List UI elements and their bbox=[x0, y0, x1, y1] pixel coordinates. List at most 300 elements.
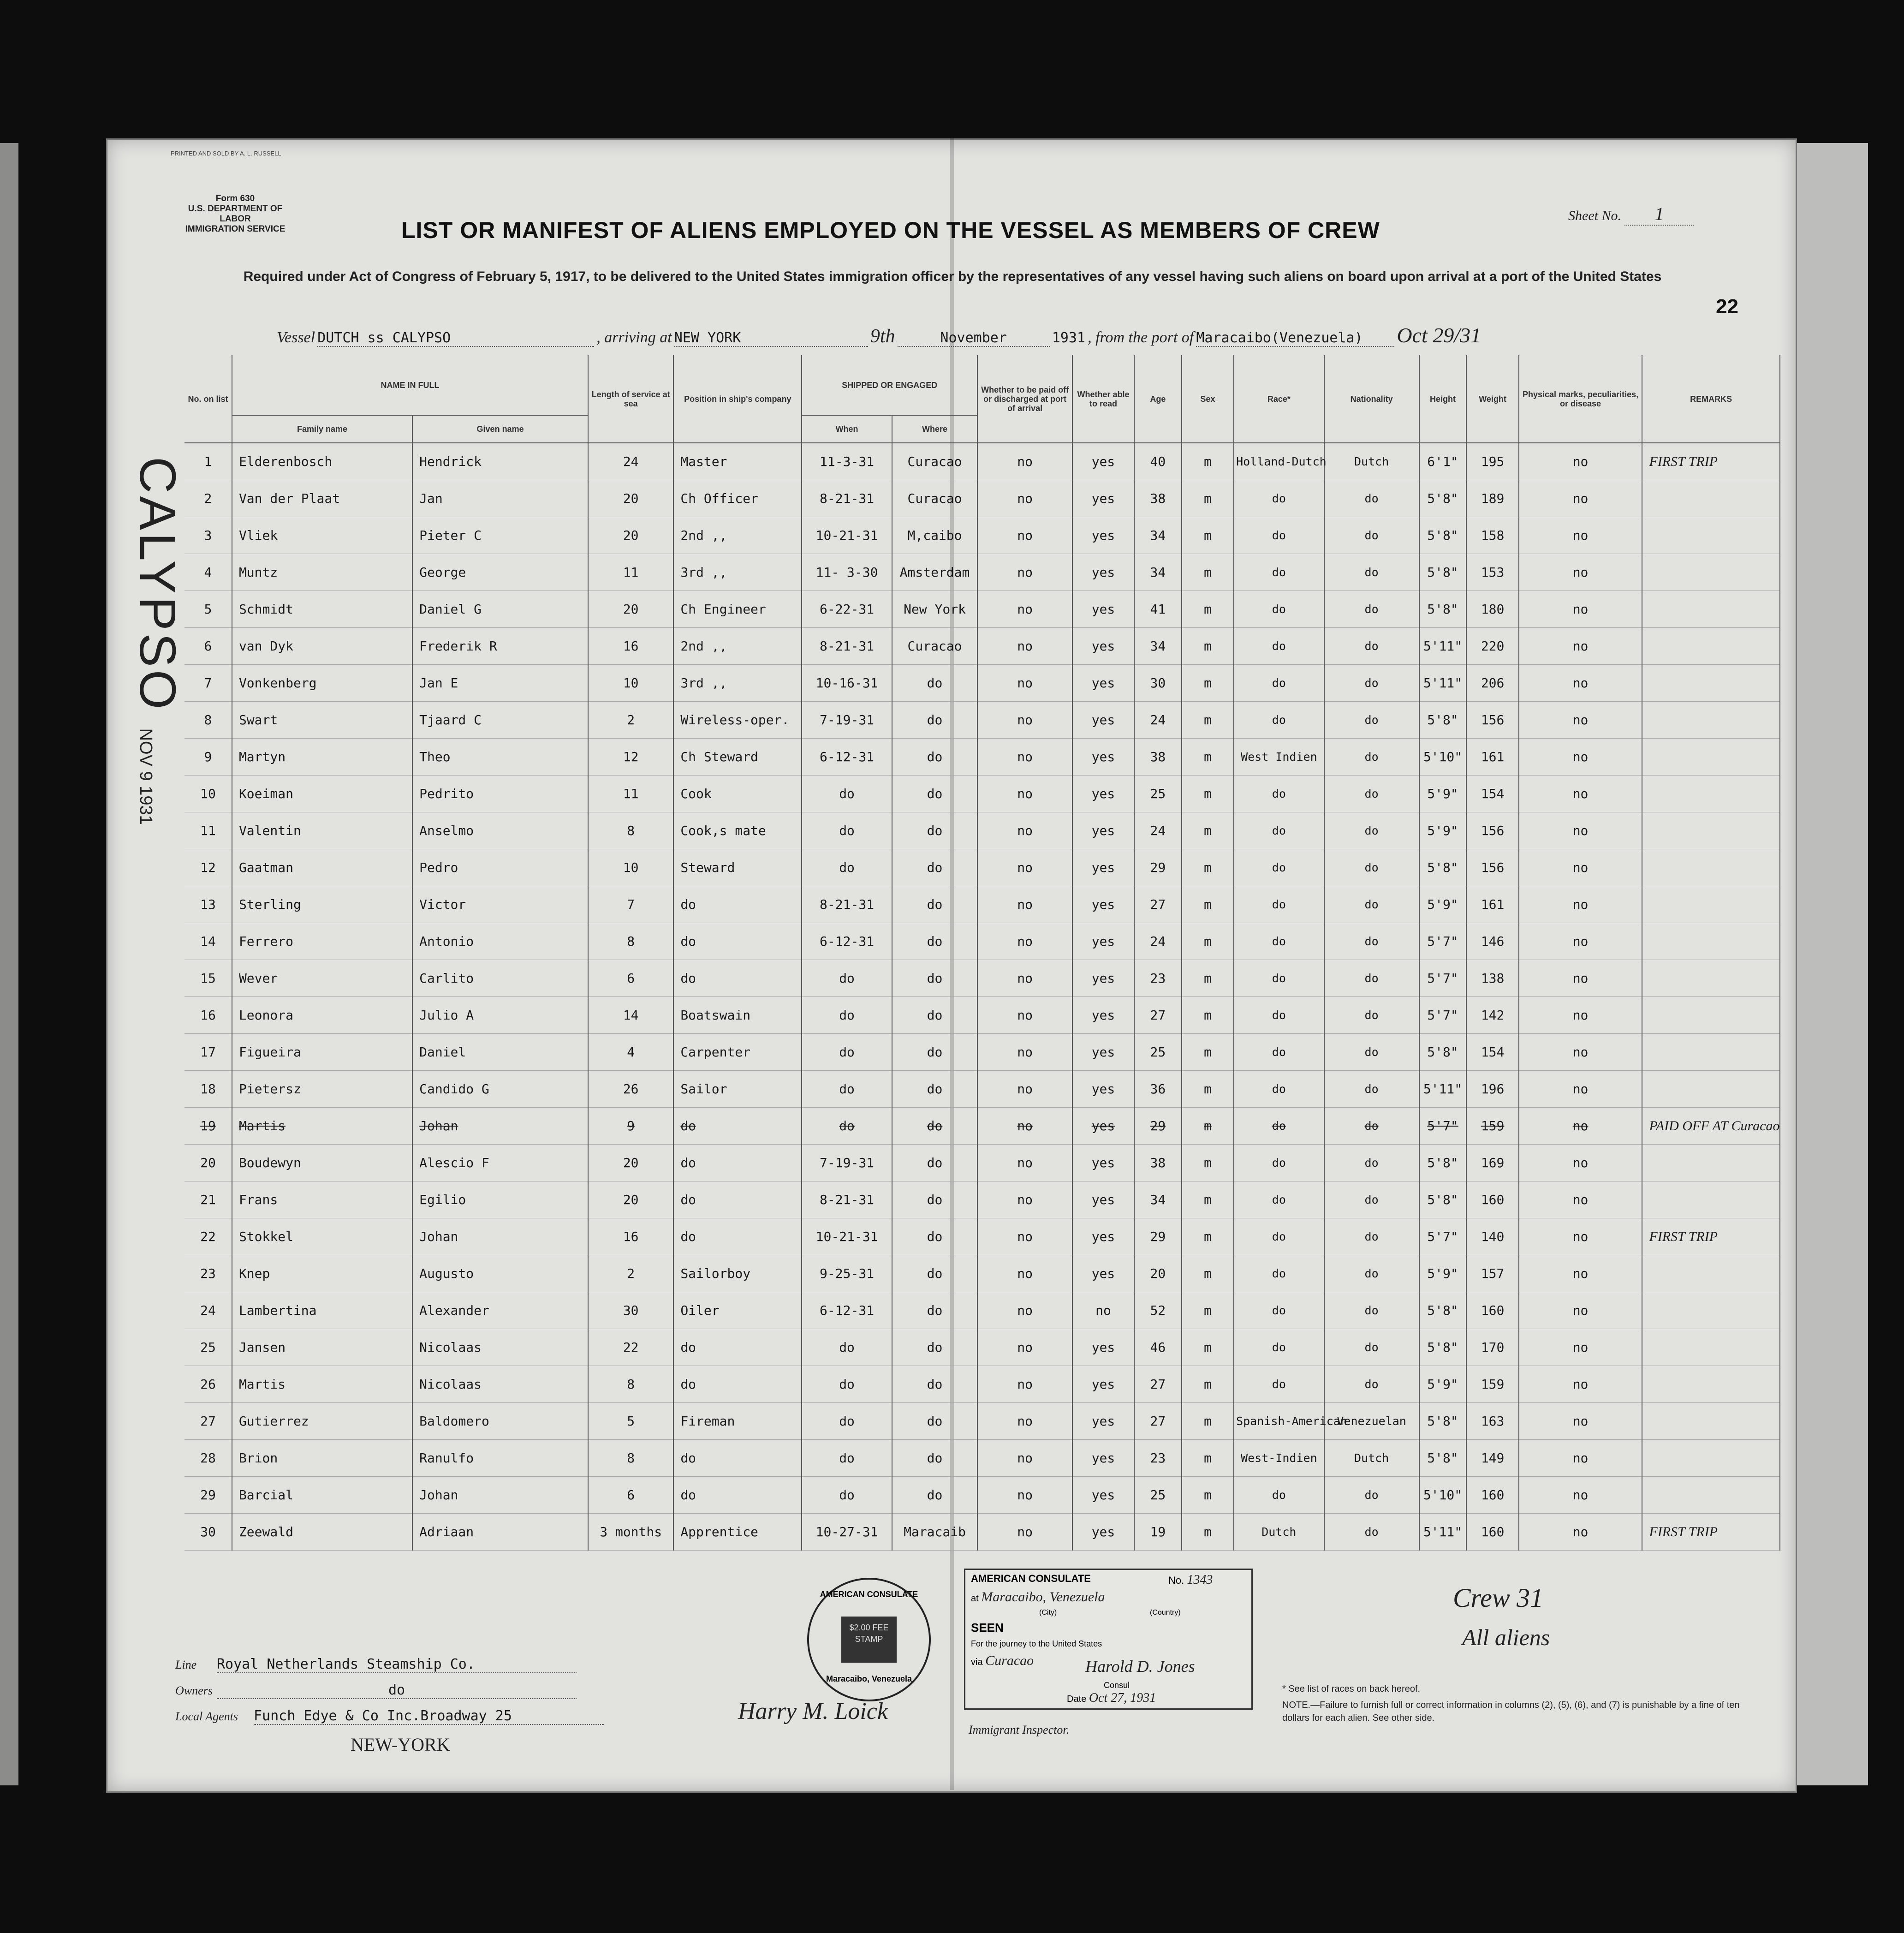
table-row bbox=[184, 517, 1780, 554]
cell-family: Wever bbox=[232, 960, 412, 997]
cell-race: do bbox=[1234, 1108, 1324, 1145]
cell-age: 27 bbox=[1134, 886, 1182, 923]
cell-marks: no bbox=[1519, 1255, 1642, 1292]
cell-service: 6 bbox=[588, 960, 673, 997]
cell-sex: m bbox=[1182, 1403, 1234, 1440]
arrival-month: November bbox=[898, 330, 1050, 347]
cell-when: do bbox=[802, 1440, 892, 1477]
header-position: Position in ship's company bbox=[673, 355, 802, 443]
cell-race: do bbox=[1234, 1329, 1324, 1366]
cell-weight: 149 bbox=[1466, 1440, 1518, 1477]
cell-paid: no bbox=[977, 1329, 1072, 1366]
arriving-value: NEW YORK bbox=[674, 330, 868, 347]
consulate-journey: For the journey to the United States bbox=[971, 1639, 1102, 1648]
cell-where: Maracaib bbox=[892, 1514, 977, 1551]
consulate-at-label: at bbox=[971, 1593, 979, 1604]
cell-height: 5'9" bbox=[1419, 812, 1467, 849]
cell-service: 2 bbox=[588, 702, 673, 739]
cell-marks: no bbox=[1519, 1145, 1642, 1181]
cell-service: 8 bbox=[588, 1366, 673, 1403]
cell-position: do bbox=[673, 923, 802, 960]
cell-paid: no bbox=[977, 1403, 1072, 1440]
cell-no: 7 bbox=[184, 665, 232, 702]
cell-family: Leonora bbox=[232, 997, 412, 1034]
cell-age: 52 bbox=[1134, 1292, 1182, 1329]
table-row bbox=[184, 702, 1780, 739]
cell-where: do bbox=[892, 960, 977, 997]
cell-position: do bbox=[673, 960, 802, 997]
cell-remarks bbox=[1642, 1440, 1780, 1477]
cell-age: 38 bbox=[1134, 480, 1182, 517]
cell-race: West-Indien bbox=[1234, 1440, 1324, 1477]
cell-where: do bbox=[892, 849, 977, 886]
cell-nationality: do bbox=[1324, 849, 1419, 886]
table-row bbox=[184, 1108, 1780, 1145]
cell-race: do bbox=[1234, 1218, 1324, 1255]
cell-read: yes bbox=[1072, 1329, 1134, 1366]
cell-family: Swart bbox=[232, 702, 412, 739]
cell-service: 26 bbox=[588, 1071, 673, 1108]
vessel-label: Vessel bbox=[277, 329, 315, 346]
cell-given: George bbox=[412, 554, 588, 591]
cell-race: do bbox=[1234, 776, 1324, 812]
cell-family: Brion bbox=[232, 1440, 412, 1477]
cell-given: Jan E bbox=[412, 665, 588, 702]
cell-service: 2 bbox=[588, 1255, 673, 1292]
cell-when: 11- 3-30 bbox=[802, 554, 892, 591]
cell-given: Alescio F bbox=[412, 1145, 588, 1181]
table-row bbox=[184, 1034, 1780, 1071]
cell-weight: 156 bbox=[1466, 849, 1518, 886]
header-paid-off: Whether to be paid off or discharged at port of arrival bbox=[977, 355, 1072, 443]
cell-height: 5'10" bbox=[1419, 1477, 1467, 1514]
cell-remarks bbox=[1642, 923, 1780, 960]
cell-no: 16 bbox=[184, 997, 232, 1034]
cell-race: do bbox=[1234, 923, 1324, 960]
cell-marks: no bbox=[1519, 886, 1642, 923]
cell-marks: no bbox=[1519, 960, 1642, 997]
cell-race: do bbox=[1234, 960, 1324, 997]
cell-service: 16 bbox=[588, 628, 673, 665]
cell-age: 23 bbox=[1134, 960, 1182, 997]
cell-read: yes bbox=[1072, 628, 1134, 665]
cell-sex: m bbox=[1182, 665, 1234, 702]
cell-race: do bbox=[1234, 1181, 1324, 1218]
cell-family: Muntz bbox=[232, 554, 412, 591]
cell-height: 5'9" bbox=[1419, 1366, 1467, 1403]
cell-position: Boatswain bbox=[673, 997, 802, 1034]
cell-race: do bbox=[1234, 665, 1324, 702]
cell-position: Apprentice bbox=[673, 1514, 802, 1551]
cell-no: 2 bbox=[184, 480, 232, 517]
cell-nationality: do bbox=[1324, 1218, 1419, 1255]
cell-height: 5'7" bbox=[1419, 1108, 1467, 1145]
cell-height: 5'8" bbox=[1419, 1292, 1467, 1329]
fee-stamp: $2.00 FEE STAMP bbox=[841, 1617, 897, 1663]
cell-given: Tjaard C bbox=[412, 702, 588, 739]
cell-age: 29 bbox=[1134, 1218, 1182, 1255]
cell-nationality: do bbox=[1324, 1477, 1419, 1514]
cell-race: do bbox=[1234, 554, 1324, 591]
cell-marks: no bbox=[1519, 1366, 1642, 1403]
cell-where: do bbox=[892, 1440, 977, 1477]
cell-given: Anselmo bbox=[412, 812, 588, 849]
cell-position: 3rd ,, bbox=[673, 554, 802, 591]
cell-age: 30 bbox=[1134, 665, 1182, 702]
cell-where: do bbox=[892, 1071, 977, 1108]
form-number-block bbox=[175, 194, 295, 234]
cell-position: Sailorboy bbox=[673, 1255, 802, 1292]
cell-age: 27 bbox=[1134, 997, 1182, 1034]
header-no: No. on list bbox=[184, 355, 232, 443]
cell-race: do bbox=[1234, 1255, 1324, 1292]
cell-paid: no bbox=[977, 1034, 1072, 1071]
header-read: Whether able to read bbox=[1072, 355, 1134, 443]
table-row bbox=[184, 960, 1780, 997]
cell-nationality: do bbox=[1324, 923, 1419, 960]
inspector-signature: Harry M. Loick bbox=[738, 1698, 888, 1724]
cell-race: do bbox=[1234, 1071, 1324, 1108]
sheet-label: Sheet No. bbox=[1568, 208, 1621, 223]
fine-note: NOTE.—Failure to furnish full or correct information in columns (2), (5), (6), and (7) is punishable by a fine of ten dollars for each alien. See other side. bbox=[1282, 1700, 1740, 1723]
cell-age: 29 bbox=[1134, 1108, 1182, 1145]
cell-when: do bbox=[802, 1329, 892, 1366]
cell-remarks bbox=[1642, 480, 1780, 517]
cell-nationality: do bbox=[1324, 739, 1419, 776]
cell-given: Johan bbox=[412, 1108, 588, 1145]
cell-paid: no bbox=[977, 1292, 1072, 1329]
cell-service: 10 bbox=[588, 665, 673, 702]
header-height: Height bbox=[1419, 355, 1467, 443]
cell-where: Curacao bbox=[892, 480, 977, 517]
cell-given: Antonio bbox=[412, 923, 588, 960]
cell-remarks bbox=[1642, 1403, 1780, 1440]
cell-service: 20 bbox=[588, 517, 673, 554]
cell-nationality: do bbox=[1324, 960, 1419, 997]
cell-position: Carpenter bbox=[673, 1034, 802, 1071]
cell-when: 6-12-31 bbox=[802, 739, 892, 776]
cell-age: 40 bbox=[1134, 443, 1182, 480]
cell-marks: no bbox=[1519, 1403, 1642, 1440]
cell-nationality: do bbox=[1324, 1292, 1419, 1329]
cell-read: yes bbox=[1072, 886, 1134, 923]
cell-paid: no bbox=[977, 517, 1072, 554]
cell-height: 5'7" bbox=[1419, 1218, 1467, 1255]
cell-service: 10 bbox=[588, 849, 673, 886]
table-row bbox=[184, 1255, 1780, 1292]
cell-no: 1 bbox=[184, 443, 232, 480]
cell-service: 8 bbox=[588, 923, 673, 960]
cell-remarks bbox=[1642, 1292, 1780, 1329]
cell-marks: no bbox=[1519, 480, 1642, 517]
header-service: Length of service at sea bbox=[588, 355, 673, 443]
cell-family: Vliek bbox=[232, 517, 412, 554]
cell-position: Oiler bbox=[673, 1292, 802, 1329]
cell-where: do bbox=[892, 812, 977, 849]
table-row bbox=[184, 1218, 1780, 1255]
cell-paid: no bbox=[977, 849, 1072, 886]
header-age: Age bbox=[1134, 355, 1182, 443]
cell-nationality: do bbox=[1324, 886, 1419, 923]
cell-no: 26 bbox=[184, 1366, 232, 1403]
cell-marks: no bbox=[1519, 1440, 1642, 1477]
cell-paid: no bbox=[977, 1108, 1072, 1145]
cell-family: Lambertina bbox=[232, 1292, 412, 1329]
cell-marks: no bbox=[1519, 443, 1642, 480]
header-sex: Sex bbox=[1182, 355, 1234, 443]
cell-sex: m bbox=[1182, 517, 1234, 554]
cell-sex: m bbox=[1182, 886, 1234, 923]
form-department: U.S. DEPARTMENT OF LABOR bbox=[188, 204, 283, 224]
cell-service: 6 bbox=[588, 1477, 673, 1514]
cell-family: Pietersz bbox=[232, 1071, 412, 1108]
cell-race: do bbox=[1234, 517, 1324, 554]
port-value: Maracaibo(Venezuela) bbox=[1196, 330, 1394, 347]
cell-nationality: Dutch bbox=[1324, 1440, 1419, 1477]
cell-height: 5'8" bbox=[1419, 591, 1467, 628]
cell-height: 5'8" bbox=[1419, 517, 1467, 554]
cell-read: yes bbox=[1072, 443, 1134, 480]
cell-height: 5'7" bbox=[1419, 923, 1467, 960]
cell-weight: 138 bbox=[1466, 960, 1518, 997]
cell-remarks: FIRST TRIP bbox=[1642, 1218, 1780, 1255]
cell-nationality: do bbox=[1324, 812, 1419, 849]
cell-remarks bbox=[1642, 997, 1780, 1034]
vessel-value: DUTCH ss CALYPSO bbox=[317, 330, 594, 347]
cell-service: 20 bbox=[588, 1145, 673, 1181]
cell-read: yes bbox=[1072, 554, 1134, 591]
cell-weight: 153 bbox=[1466, 554, 1518, 591]
cell-weight: 159 bbox=[1466, 1108, 1518, 1145]
header-nationality: Nationality bbox=[1324, 355, 1419, 443]
cell-height: 5'8" bbox=[1419, 1329, 1467, 1366]
cell-marks: no bbox=[1519, 1477, 1642, 1514]
crew-table bbox=[184, 355, 1780, 1551]
cell-age: 24 bbox=[1134, 702, 1182, 739]
cell-remarks bbox=[1642, 1145, 1780, 1181]
cell-paid: no bbox=[977, 628, 1072, 665]
cell-position: do bbox=[673, 1477, 802, 1514]
cell-read: yes bbox=[1072, 1108, 1134, 1145]
cell-family: Gaatman bbox=[232, 849, 412, 886]
cell-nationality: do bbox=[1324, 1181, 1419, 1218]
cell-given: Victor bbox=[412, 886, 588, 923]
cell-given: Pedro bbox=[412, 849, 588, 886]
cell-family: Martis bbox=[232, 1108, 412, 1145]
cell-service: 11 bbox=[588, 554, 673, 591]
cell-weight: 156 bbox=[1466, 812, 1518, 849]
cell-weight: 161 bbox=[1466, 739, 1518, 776]
cell-sex: m bbox=[1182, 702, 1234, 739]
cell-sex: m bbox=[1182, 1034, 1234, 1071]
cell-where: do bbox=[892, 1329, 977, 1366]
cell-read: yes bbox=[1072, 665, 1134, 702]
cell-nationality: do bbox=[1324, 591, 1419, 628]
cell-race: do bbox=[1234, 1034, 1324, 1071]
cell-read: yes bbox=[1072, 739, 1134, 776]
cell-remarks bbox=[1642, 886, 1780, 923]
cell-family: Martyn bbox=[232, 739, 412, 776]
cell-marks: no bbox=[1519, 1034, 1642, 1071]
cell-sex: m bbox=[1182, 1477, 1234, 1514]
cell-read: yes bbox=[1072, 480, 1134, 517]
cell-weight: 220 bbox=[1466, 628, 1518, 665]
cell-marks: no bbox=[1519, 923, 1642, 960]
cell-age: 34 bbox=[1134, 517, 1182, 554]
cell-age: 27 bbox=[1134, 1403, 1182, 1440]
cell-family: Elderenbosch bbox=[232, 443, 412, 480]
cell-service: 12 bbox=[588, 739, 673, 776]
cell-height: 5'8" bbox=[1419, 1403, 1467, 1440]
cell-where: do bbox=[892, 1034, 977, 1071]
cell-nationality: do bbox=[1324, 1366, 1419, 1403]
cell-where: do bbox=[892, 739, 977, 776]
cell-weight: 157 bbox=[1466, 1255, 1518, 1292]
cell-race: Spanish-American bbox=[1234, 1403, 1324, 1440]
right-page-edge bbox=[1790, 143, 1868, 1785]
consulate-via bbox=[971, 1653, 1034, 1669]
cell-when: do bbox=[802, 1403, 892, 1440]
cell-family: Boudewyn bbox=[232, 1145, 412, 1181]
cell-position: 2nd ,, bbox=[673, 628, 802, 665]
cell-service: 16 bbox=[588, 1218, 673, 1255]
departure-date: Oct 29/31 bbox=[1397, 323, 1482, 347]
cell-position: 3rd ,, bbox=[673, 665, 802, 702]
seal-top: AMERICAN CONSULATE bbox=[820, 1590, 918, 1599]
cell-no: 5 bbox=[184, 591, 232, 628]
cell-read: yes bbox=[1072, 1514, 1134, 1551]
cell-when: do bbox=[802, 812, 892, 849]
cell-paid: no bbox=[977, 739, 1072, 776]
header-weight: Weight bbox=[1466, 355, 1518, 443]
cell-no: 30 bbox=[184, 1514, 232, 1551]
cell-paid: no bbox=[977, 812, 1072, 849]
cell-family: Martis bbox=[232, 1366, 412, 1403]
cell-paid: no bbox=[977, 480, 1072, 517]
cell-when: 6-12-31 bbox=[802, 1292, 892, 1329]
consulate-seal bbox=[807, 1578, 931, 1701]
cell-nationality: do bbox=[1324, 1071, 1419, 1108]
cell-when: do bbox=[802, 1108, 892, 1145]
cell-race: do bbox=[1234, 1366, 1324, 1403]
table-row bbox=[184, 812, 1780, 849]
cell-no: 4 bbox=[184, 554, 232, 591]
agents-value: Funch Edye & Co Inc.Broadway 25 bbox=[254, 1708, 604, 1725]
cell-read: yes bbox=[1072, 1181, 1134, 1218]
cell-no: 8 bbox=[184, 702, 232, 739]
cell-height: 5'8" bbox=[1419, 554, 1467, 591]
cell-no: 17 bbox=[184, 1034, 232, 1071]
cell-age: 25 bbox=[1134, 1034, 1182, 1071]
cell-nationality: do bbox=[1324, 628, 1419, 665]
cell-position: do bbox=[673, 1108, 802, 1145]
cell-family: Schmidt bbox=[232, 591, 412, 628]
cell-read: yes bbox=[1072, 1477, 1134, 1514]
cell-height: 5'8" bbox=[1419, 1145, 1467, 1181]
cell-nationality: do bbox=[1324, 480, 1419, 517]
cell-sex: m bbox=[1182, 443, 1234, 480]
cell-weight: 158 bbox=[1466, 517, 1518, 554]
cell-height: 5'8" bbox=[1419, 702, 1467, 739]
cell-sex: m bbox=[1182, 1292, 1234, 1329]
cell-where: do bbox=[892, 1255, 977, 1292]
consul-label: Consul bbox=[1104, 1681, 1130, 1690]
cell-paid: no bbox=[977, 1477, 1072, 1514]
cell-age: 24 bbox=[1134, 812, 1182, 849]
cell-paid: no bbox=[977, 443, 1072, 480]
cell-paid: no bbox=[977, 776, 1072, 812]
cell-paid: no bbox=[977, 1255, 1072, 1292]
left-edge-strip bbox=[0, 143, 18, 1785]
cell-race: Dutch bbox=[1234, 1514, 1324, 1551]
cell-when: 7-19-31 bbox=[802, 1145, 892, 1181]
cell-read: yes bbox=[1072, 776, 1134, 812]
vessel-line bbox=[277, 323, 1776, 346]
cell-weight: 160 bbox=[1466, 1477, 1518, 1514]
cell-position: Cook bbox=[673, 776, 802, 812]
cell-when: 8-21-31 bbox=[802, 886, 892, 923]
consulate-seen: SEEN bbox=[971, 1621, 1004, 1635]
consulate-date-label: Date bbox=[1067, 1694, 1087, 1704]
sheet-number bbox=[1568, 203, 1694, 226]
cell-sex: m bbox=[1182, 1440, 1234, 1477]
cell-height: 5'8" bbox=[1419, 480, 1467, 517]
cell-height: 5'7" bbox=[1419, 997, 1467, 1034]
cell-read: yes bbox=[1072, 1145, 1134, 1181]
cell-marks: no bbox=[1519, 1071, 1642, 1108]
consulate-number-label: No. bbox=[1168, 1575, 1184, 1586]
agents-label: Local Agents bbox=[175, 1710, 238, 1723]
consulate-via-value: Curacao bbox=[985, 1653, 1034, 1668]
form-number: Form 630 bbox=[215, 194, 255, 203]
cell-age: 23 bbox=[1134, 1440, 1182, 1477]
cell-age: 20 bbox=[1134, 1255, 1182, 1292]
cell-paid: no bbox=[977, 923, 1072, 960]
table-row bbox=[184, 443, 1780, 480]
cell-marks: no bbox=[1519, 1329, 1642, 1366]
cell-family: Figueira bbox=[232, 1034, 412, 1071]
cell-given: Nicolaas bbox=[412, 1329, 588, 1366]
cell-when: do bbox=[802, 776, 892, 812]
cell-marks: no bbox=[1519, 812, 1642, 849]
consulate-at-value: Maracaibo, Venezuela bbox=[981, 1589, 1105, 1605]
cell-no: 18 bbox=[184, 1071, 232, 1108]
table-row bbox=[184, 739, 1780, 776]
cell-remarks bbox=[1642, 1034, 1780, 1071]
arriving-label: , arriving at bbox=[596, 329, 672, 346]
cell-paid: no bbox=[977, 997, 1072, 1034]
cell-no: 14 bbox=[184, 923, 232, 960]
cell-when: 8-21-31 bbox=[802, 628, 892, 665]
form-service: IMMIGRATION SERVICE bbox=[185, 224, 286, 234]
cell-age: 41 bbox=[1134, 591, 1182, 628]
inspector-label: Immigrant Inspector. bbox=[969, 1723, 1070, 1736]
cell-where: do bbox=[892, 702, 977, 739]
table-row bbox=[184, 554, 1780, 591]
cell-height: 5'8" bbox=[1419, 1181, 1467, 1218]
cell-read: yes bbox=[1072, 812, 1134, 849]
from-label: , from the port of bbox=[1088, 329, 1194, 346]
cell-family: Barcial bbox=[232, 1477, 412, 1514]
cell-service: 20 bbox=[588, 591, 673, 628]
cell-given: Ranulfo bbox=[412, 1440, 588, 1477]
header-marks: Physical marks, peculiarities, or disease bbox=[1519, 355, 1642, 443]
cell-when: 10-27-31 bbox=[802, 1514, 892, 1551]
header-when: When bbox=[802, 415, 892, 443]
cell-no: 25 bbox=[184, 1329, 232, 1366]
cell-height: 5'11" bbox=[1419, 628, 1467, 665]
cell-marks: no bbox=[1519, 665, 1642, 702]
